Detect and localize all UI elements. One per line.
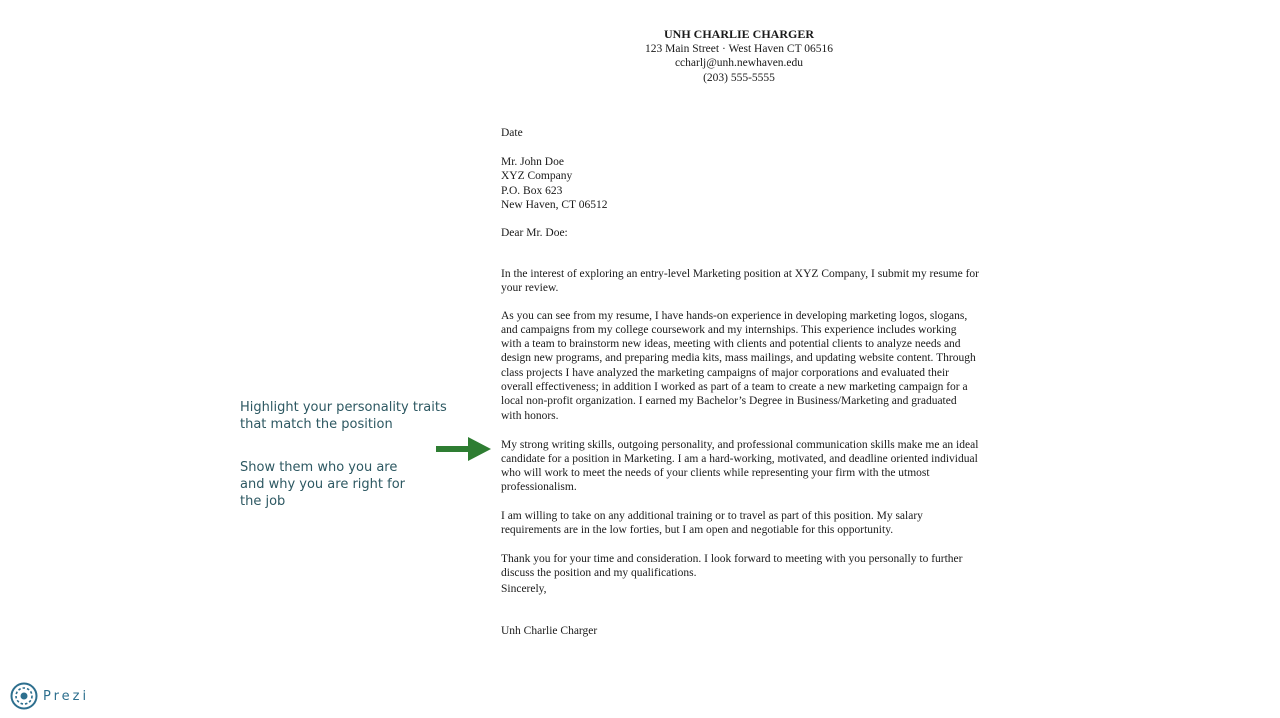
sender-email: ccharlj@unh.newhaven.edu — [674, 57, 804, 69]
prezi-logo-icon — [10, 682, 38, 710]
paragraph-experience: As you can see from my resume, I have hands-on experience in developing marketing logos, slogans, and campaigns from my college coursework and my internships. This experience includes working with a team to brainstorm new ideas, meeting with clients and potential clients to analyze needs and design new programs, and preparing media kits, mass mailings, and updating website content. Through class projects I have analyzed the marketing campaigns of major corporations and evaluated their overall effectiveness; in addition I worked as part of a team to create a new marketing campaign for a local non-profit organization. I earned my Bachelor’s Degree in Business/Marketing and graduated with honors. — [501, 309, 976, 422]
recipient-name: Mr. John Doe — [501, 156, 564, 168]
annotation-line: and why you are right for — [240, 477, 406, 492]
sender-address: 123 Main Street · West Haven CT 06516 — [644, 42, 834, 55]
annotation-line: the job — [240, 494, 286, 509]
annotation-personality — [240, 399, 447, 433]
recipient-city: New Haven, CT 06512 — [501, 198, 608, 211]
salutation: Dear Mr. Doe: — [501, 227, 568, 239]
sender-phone: (203) 555-5555 — [703, 71, 775, 84]
letterhead — [0, 27, 1280, 85]
paragraph-personality: My strong writing skills, outgoing personality, and professional communication skills make me an ideal candidate for a position in Marketing. I am a hard-working, motivated, and deadline oriented individual who will work to meet the needs of your clients while representing your firm with the utmost professionalism. — [501, 438, 979, 494]
recipient-block — [501, 155, 979, 212]
signature: Unh Charlie Charger — [501, 625, 598, 637]
letter-date: Date — [501, 127, 523, 139]
annotation-line: Highlight your personality traits — [240, 400, 447, 415]
sender-name: UNH CHARLIE CHARGER — [663, 27, 814, 41]
annotation-line: that match the position — [240, 417, 393, 432]
annotation-who-you-are — [240, 459, 405, 510]
recipient-company: XYZ Company — [501, 170, 573, 183]
right-arrow-icon — [436, 434, 492, 464]
paragraph-thanks: Thank you for your time and consideration. I look forward to meeting with you personally to further discuss the position and my qualifications. — [501, 552, 963, 579]
paragraph-intro: In the interest of exploring an entry-level Marketing position at XYZ Company, I submit my resume for your review. — [501, 267, 979, 294]
closing: Sincerely, — [501, 583, 547, 595]
prezi-logo[interactable] — [10, 682, 89, 710]
annotation-line: Show them who you are — [240, 460, 398, 475]
prezi-logo-text: Prezi — [43, 688, 90, 704]
paragraph-training: I am willing to take on any additional training or to travel as part of this position. My salary requirements are in the low forties, but I am open and negotiable for this opportunity. — [501, 509, 923, 536]
recipient-po-box: P.O. Box 623 — [501, 184, 563, 197]
